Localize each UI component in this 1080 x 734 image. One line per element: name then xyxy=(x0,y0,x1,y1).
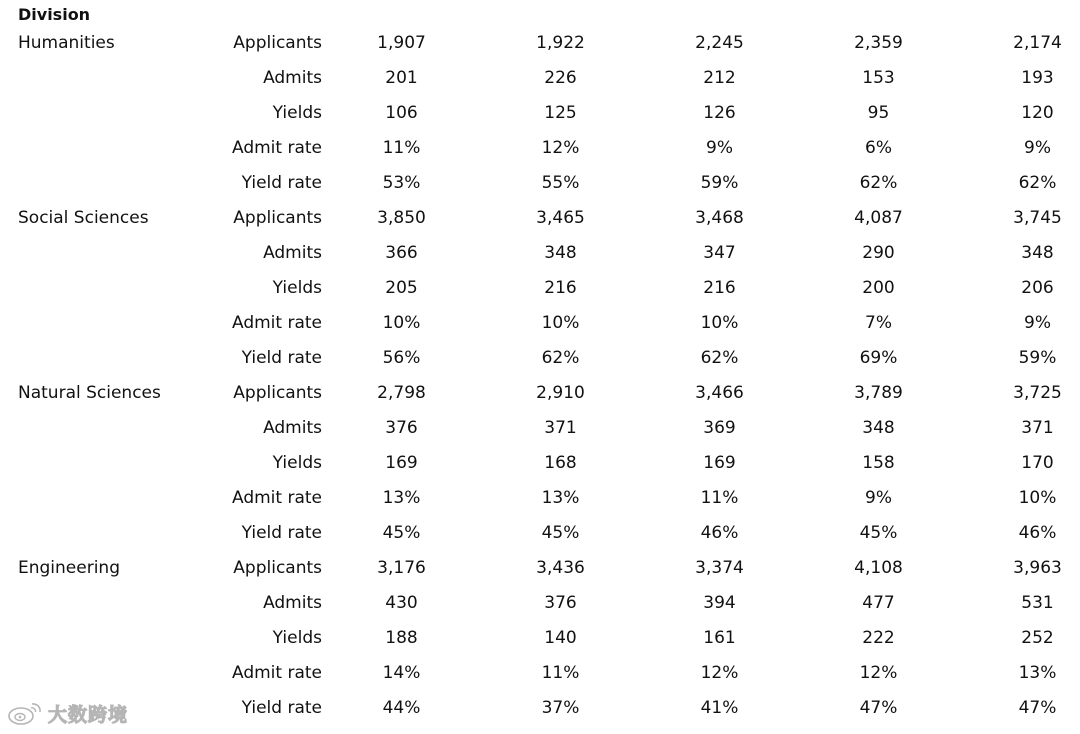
metric-value: 153 xyxy=(862,68,895,88)
metric-value: 55% xyxy=(541,173,580,193)
division-name-empty xyxy=(0,621,170,656)
metric-value: 477 xyxy=(862,593,895,613)
metric-value: 12% xyxy=(700,663,739,683)
metric-value: 106 xyxy=(385,103,418,123)
metric-value: 44% xyxy=(382,698,421,718)
metric-value: 430 xyxy=(385,593,418,613)
metric-value: 216 xyxy=(544,278,577,298)
metric-value: 13% xyxy=(1018,663,1057,683)
metric-value: 9% xyxy=(1024,313,1051,333)
weibo-logo-icon xyxy=(6,700,44,726)
metric-label: Yields xyxy=(272,453,322,473)
division-name: Engineering xyxy=(18,558,120,578)
division-name-empty xyxy=(0,96,170,131)
division-name-empty xyxy=(0,411,170,446)
division-name-empty xyxy=(0,131,170,166)
metric-value: 62% xyxy=(541,348,580,368)
metric-value: 531 xyxy=(1021,593,1054,613)
metric-label: Admit rate xyxy=(231,313,322,333)
metric-value: 3,465 xyxy=(536,208,585,228)
metric-value: 188 xyxy=(385,628,418,648)
metric-label: Admit rate xyxy=(231,138,322,158)
metric-value: 9% xyxy=(1024,138,1051,158)
table-row xyxy=(0,131,1080,166)
metric-value: 371 xyxy=(544,418,577,438)
metric-value: 3,745 xyxy=(1013,208,1062,228)
metric-value: 53% xyxy=(382,173,421,193)
metric-value: 3,436 xyxy=(536,558,585,578)
metric-label: Applicants xyxy=(233,383,322,403)
division-name: Natural Sciences xyxy=(18,383,161,403)
table-row xyxy=(0,446,1080,481)
table-row xyxy=(0,621,1080,656)
metric-value: 369 xyxy=(703,418,736,438)
metric-value: 290 xyxy=(862,243,895,263)
division-name-empty xyxy=(0,341,170,376)
metric-value: 47% xyxy=(1018,698,1057,718)
metric-value: 11% xyxy=(541,663,580,683)
metric-label: Applicants xyxy=(233,33,322,53)
division-name-empty xyxy=(0,586,170,621)
division-name-empty xyxy=(0,271,170,306)
metric-value: 206 xyxy=(1021,278,1054,298)
metric-label: Admits xyxy=(263,593,322,613)
metric-value: 3,850 xyxy=(377,208,426,228)
metric-value: 200 xyxy=(862,278,895,298)
metric-value: 169 xyxy=(385,453,418,473)
table-row xyxy=(0,691,1080,726)
metric-label: Yields xyxy=(272,278,322,298)
metric-label: Yield rate xyxy=(241,348,322,368)
table-row xyxy=(0,271,1080,306)
division-name: Humanities xyxy=(18,33,115,53)
table-row xyxy=(0,481,1080,516)
metric-value: 161 xyxy=(703,628,736,648)
metric-value: 3,176 xyxy=(377,558,426,578)
metric-label: Admits xyxy=(263,68,322,88)
division-name-empty xyxy=(0,481,170,516)
metric-value: 126 xyxy=(703,103,736,123)
metric-label: Yield rate xyxy=(241,173,322,193)
metric-label: Admits xyxy=(263,418,322,438)
metric-value: 170 xyxy=(1021,453,1054,473)
metric-value: 226 xyxy=(544,68,577,88)
table-row xyxy=(0,236,1080,271)
metric-value: 4,087 xyxy=(854,208,903,228)
metric-value: 9% xyxy=(706,138,733,158)
metric-value: 3,374 xyxy=(695,558,744,578)
division-name-empty xyxy=(0,446,170,481)
metric-label: Yield rate xyxy=(241,698,322,718)
metric-label: Yields xyxy=(272,628,322,648)
metric-value: 376 xyxy=(544,593,577,613)
metric-value: 125 xyxy=(544,103,577,123)
metric-value: 11% xyxy=(700,488,739,508)
metric-value: 62% xyxy=(700,348,739,368)
table-row xyxy=(0,166,1080,201)
metric-value: 14% xyxy=(382,663,421,683)
division-name-empty xyxy=(0,306,170,341)
metric-value: 2,798 xyxy=(377,383,426,403)
division-name-empty xyxy=(0,61,170,96)
table-row xyxy=(0,411,1080,446)
metric-label: Admit rate xyxy=(231,663,322,683)
metric-value: 9% xyxy=(865,488,892,508)
metric-value: 252 xyxy=(1021,628,1054,648)
metric-value: 45% xyxy=(541,523,580,543)
division-name: Social Sciences xyxy=(18,208,149,228)
metric-value: 10% xyxy=(382,313,421,333)
metric-value: 348 xyxy=(1021,243,1054,263)
metric-value: 10% xyxy=(700,313,739,333)
metric-value: 201 xyxy=(385,68,418,88)
metric-label: Admits xyxy=(263,243,322,263)
metric-value: 69% xyxy=(859,348,898,368)
metric-value: 348 xyxy=(544,243,577,263)
table-row xyxy=(0,26,1080,61)
metric-label: Applicants xyxy=(233,208,322,228)
metric-value: 216 xyxy=(703,278,736,298)
admissions-table-body xyxy=(0,26,1080,726)
metric-value: 193 xyxy=(1021,68,1054,88)
metric-value: 158 xyxy=(862,453,895,473)
metric-value: 12% xyxy=(859,663,898,683)
metric-value: 366 xyxy=(385,243,418,263)
table-row xyxy=(0,96,1080,131)
metric-value: 3,466 xyxy=(695,383,744,403)
metric-value: 62% xyxy=(859,173,898,193)
watermark xyxy=(6,698,128,728)
metric-value: 10% xyxy=(541,313,580,333)
metric-value: 47% xyxy=(859,698,898,718)
metric-value: 1,907 xyxy=(377,33,426,53)
table-row xyxy=(0,306,1080,341)
table-row xyxy=(0,61,1080,96)
table-row xyxy=(0,551,1080,586)
admissions-table xyxy=(0,26,1080,726)
table-row xyxy=(0,201,1080,236)
metric-value: 6% xyxy=(865,138,892,158)
metric-value: 1,922 xyxy=(536,33,585,53)
division-name-empty xyxy=(0,236,170,271)
metric-value: 46% xyxy=(700,523,739,543)
metric-value: 45% xyxy=(382,523,421,543)
metric-value: 3,963 xyxy=(1013,558,1062,578)
metric-value: 59% xyxy=(700,173,739,193)
division-name-empty xyxy=(0,166,170,201)
table-row xyxy=(0,341,1080,376)
metric-value: 347 xyxy=(703,243,736,263)
metric-value: 3,725 xyxy=(1013,383,1062,403)
table-row xyxy=(0,376,1080,411)
metric-value: 2,174 xyxy=(1013,33,1062,53)
metric-value: 12% xyxy=(541,138,580,158)
table-row xyxy=(0,586,1080,621)
metric-value: 4,108 xyxy=(854,558,903,578)
metric-value: 10% xyxy=(1018,488,1057,508)
metric-value: 13% xyxy=(541,488,580,508)
metric-value: 62% xyxy=(1018,173,1057,193)
metric-value: 37% xyxy=(541,698,580,718)
metric-value: 45% xyxy=(859,523,898,543)
metric-value: 7% xyxy=(865,313,892,333)
metric-value: 205 xyxy=(385,278,418,298)
metric-label: Admit rate xyxy=(231,488,322,508)
metric-value: 394 xyxy=(703,593,736,613)
metric-value: 56% xyxy=(382,348,421,368)
metric-value: 11% xyxy=(382,138,421,158)
metric-value: 212 xyxy=(703,68,736,88)
metric-value: 371 xyxy=(1021,418,1054,438)
metric-value: 2,245 xyxy=(695,33,744,53)
division-name-empty xyxy=(0,516,170,551)
metric-value: 3,789 xyxy=(854,383,903,403)
metric-label: Applicants xyxy=(233,558,322,578)
metric-label: Yield rate xyxy=(241,523,322,543)
metric-value: 140 xyxy=(544,628,577,648)
metric-value: 3,468 xyxy=(695,208,744,228)
watermark-text: 大数跨境 xyxy=(48,703,129,726)
table-header-division: Division xyxy=(18,5,91,24)
metric-value: 222 xyxy=(862,628,895,648)
table-row xyxy=(0,516,1080,551)
metric-value: 168 xyxy=(544,453,577,473)
metric-value: 13% xyxy=(382,488,421,508)
division-name-empty xyxy=(0,656,170,691)
table-row xyxy=(0,656,1080,691)
metric-value: 169 xyxy=(703,453,736,473)
metric-label: Yields xyxy=(272,103,322,123)
metric-value: 41% xyxy=(700,698,739,718)
metric-value: 120 xyxy=(1021,103,1054,123)
metric-value: 2,910 xyxy=(536,383,585,403)
metric-value: 2,359 xyxy=(854,33,903,53)
metric-value: 46% xyxy=(1018,523,1057,543)
metric-value: 59% xyxy=(1018,348,1057,368)
metric-value: 95 xyxy=(867,103,890,123)
metric-value: 348 xyxy=(862,418,895,438)
metric-value: 376 xyxy=(385,418,418,438)
